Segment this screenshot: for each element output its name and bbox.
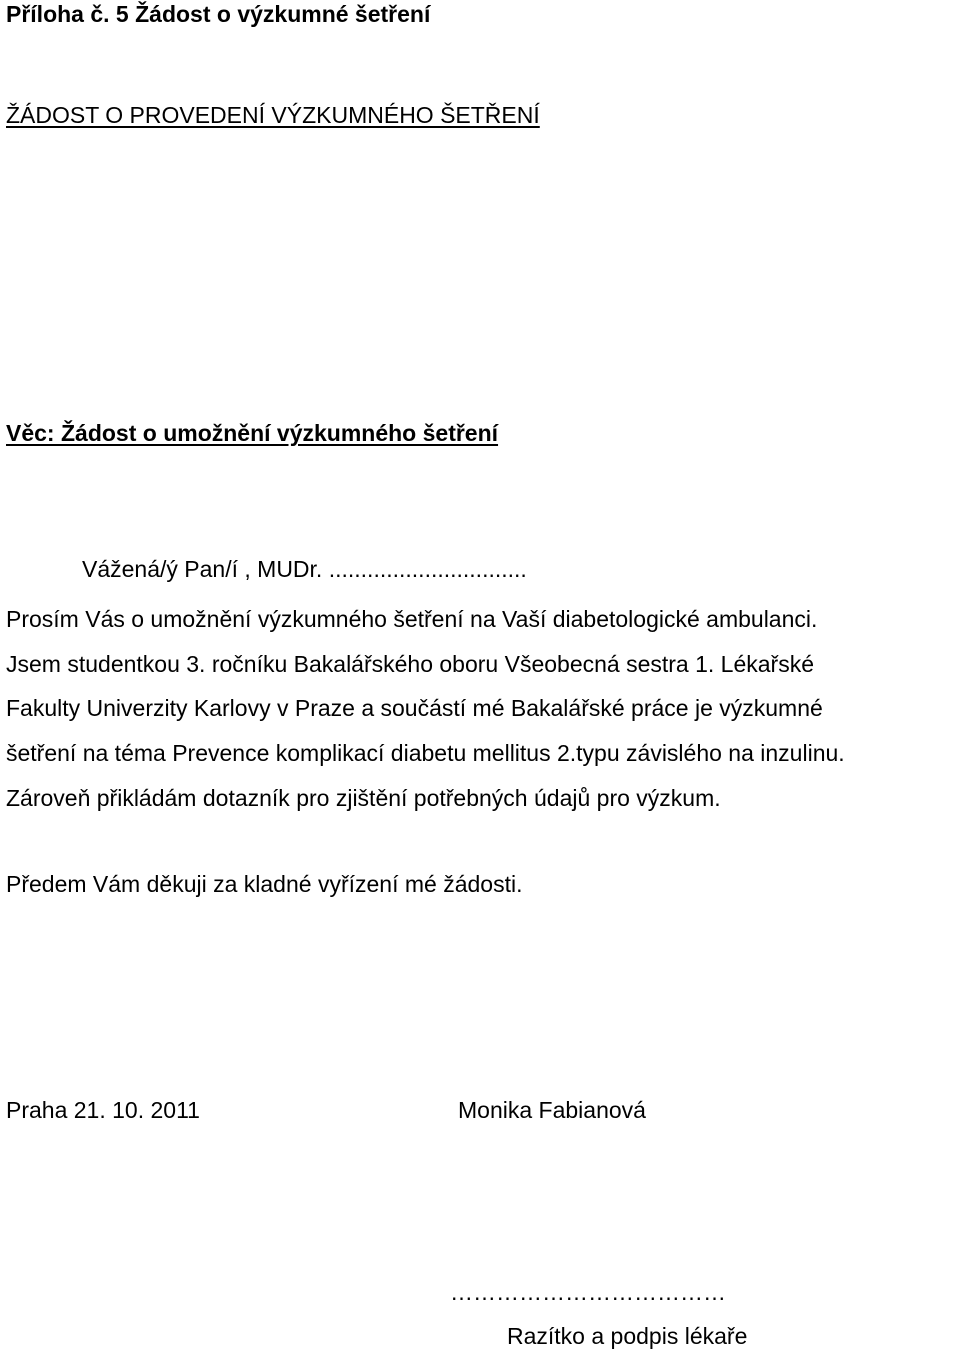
letter-body <box>6 597 845 821</box>
signature-dots: ……………………………… <box>450 1279 726 1305</box>
body-line: Fakulty Univerzity Karlovy v Praze a součástí mé Bakalářské práce je výzkumné <box>6 695 823 722</box>
body-line: Zároveň přikládám dotazník pro zjištění potřebných údajů pro výzkum. <box>6 784 721 811</box>
closing-line: Předem Vám děkuji za kladné vyřízení mé žádosti. <box>6 871 523 897</box>
subject-line: Věc: Žádost o umožnění výzkumného šetření <box>6 420 499 446</box>
stamp-signature-label: Razítko a podpis lékaře <box>507 1323 748 1349</box>
body-line: šetření na téma Prevence komplikací diabetu mellitus 2.typu závislého na inzulinu. <box>6 740 845 767</box>
signer-name: Monika Fabianová <box>458 1097 646 1123</box>
place-date: Praha 21. 10. 2011 <box>6 1097 200 1123</box>
body-line: Jsem studentkou 3. ročníku Bakalářského oboru Všeobecná sestra 1. Lékařské <box>6 650 815 677</box>
body-line: Prosím Vás o umožnění výzkumného šetření na Vaší diabetologické ambulanci. <box>6 606 818 632</box>
document-title: ŽÁDOST O PROVEDENÍ VÝZKUMNÉHO ŠETŘENÍ <box>6 102 540 128</box>
attachment-heading: Příloha č. 5 Žádost o výzkumné šetření <box>6 1 431 27</box>
salutation: Vážená/ý Pan/í , MUDr. ............................... <box>82 556 527 582</box>
